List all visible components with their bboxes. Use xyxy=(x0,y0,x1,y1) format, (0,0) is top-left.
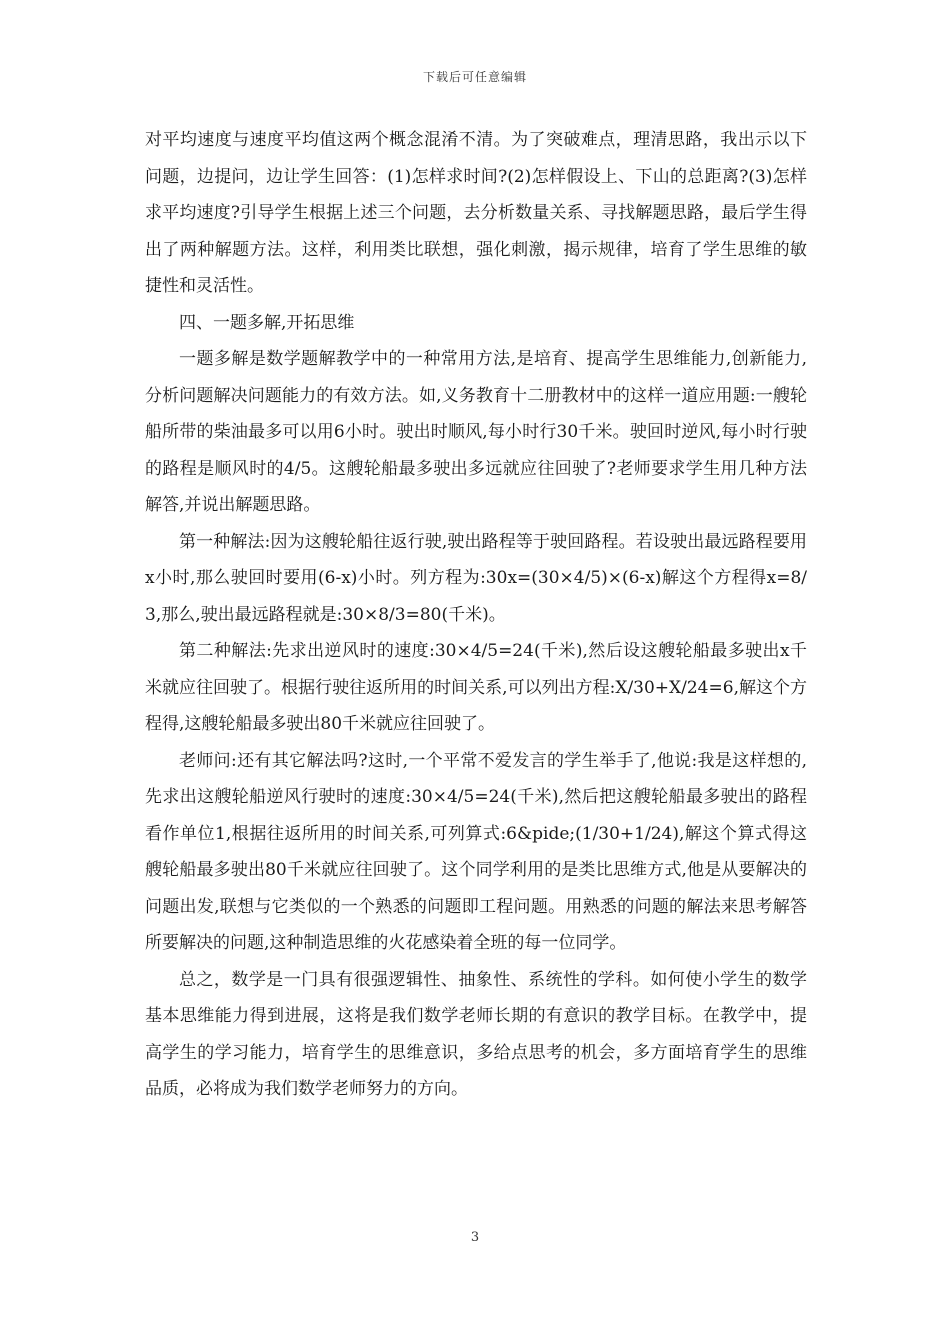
page-header: 下载后可任意编辑 xyxy=(422,70,527,84)
page-number: 3 xyxy=(470,1230,480,1245)
paragraph-intro: 一题多解是数学题解教学中的一种常用方法,是培育、提高学生思维能力,创新能力,分析问题解决问题能力的有效方法。如,义务教育十二册教材中的这样一道应用题:一艘轮船所带的柴油最多可以用6小时。驶出时顺风,每小时行30千米。驶回时逆风,每小时行驶的路程是顺风时的4/5。这艘轮船最多驶出多远就应往回驶了?老师要求学生用几种方法解答,并说出解题思路。 xyxy=(145,349,807,515)
paragraph-method-three: 老师问:还有其它解法吗?这时,一个平常不爱发言的学生举手了,他说:我是这样想的,先求出这艘轮船逆风行驶时的速度:30×4/5=24(千米),然后把这艘轮船最多驶出的路程看作单位1,根据往返所用的时间关系,可列算式:6&pide;(1/30+1/24),解这个算式得这艘轮船最多驶出80千米就应往回驶了。这个同学利用的是类比思维方式,他是从要解决的问题出发,联想与它类似的一个熟悉的问题即工程问题。用熟悉的问题的解法来思考解答所要解决的问题,这种制造思维的火花感染着全班的每一位同学。 xyxy=(145,750,807,953)
paragraph-continuation: 对平均速度与速度平均值这两个概念混淆不清。为了突破难点，理清思路，我出示以下问题，边提问，边让学生回答：(1)怎样求时间?(2)怎样假设上、下山的总距离?(3)怎样求平均速度?引导学生根据上述三个问题，去分析数量关系、寻找解题思路，最后学生得出了两种解题方法。这样，利用类比联想，强化刺激，揭示规律，培育了学生思维的敏捷性和灵活性。 xyxy=(145,130,807,296)
paragraph-conclusion: 总之，数学是一门具有很强逻辑性、抽象性、系统性的学科。如何使小学生的数学基本思维能力得到进展，这将是我们数学老师长期的有意识的教学目标。在教学中，提高学生的学习能力，培育学生的思维意识，多给点思考的机会，多方面培育学生的思维品质，必将成为我们数学老师努力的方向。 xyxy=(145,969,807,1099)
paragraph-method-two: 第二种解法:先求出逆风时的速度:30×4/5=24(千米),然后设这艘轮船最多驶出x千米就应往回驶了。根据行驶往返所用的时间关系,可以列出方程:X/30+X/24=6,解这个方程得,这艘轮船最多驶出80千米就应往回驶了。 xyxy=(145,641,807,734)
paragraph-method-one: 第一种解法:因为这艘轮船往返行驶,驶出路程等于驶回路程。若设驶出最远路程要用x小时,那么驶回时要用(6-x)小时。列方程为:30x=(30×4/5)×(6-x)解这个方程得x=8/3,那么,驶出最远路程就是:30×8/3=80(千米)。 xyxy=(145,531,807,625)
section-heading: 四、一题多解,开拓思维 xyxy=(179,312,355,333)
document-body xyxy=(145,122,807,1108)
